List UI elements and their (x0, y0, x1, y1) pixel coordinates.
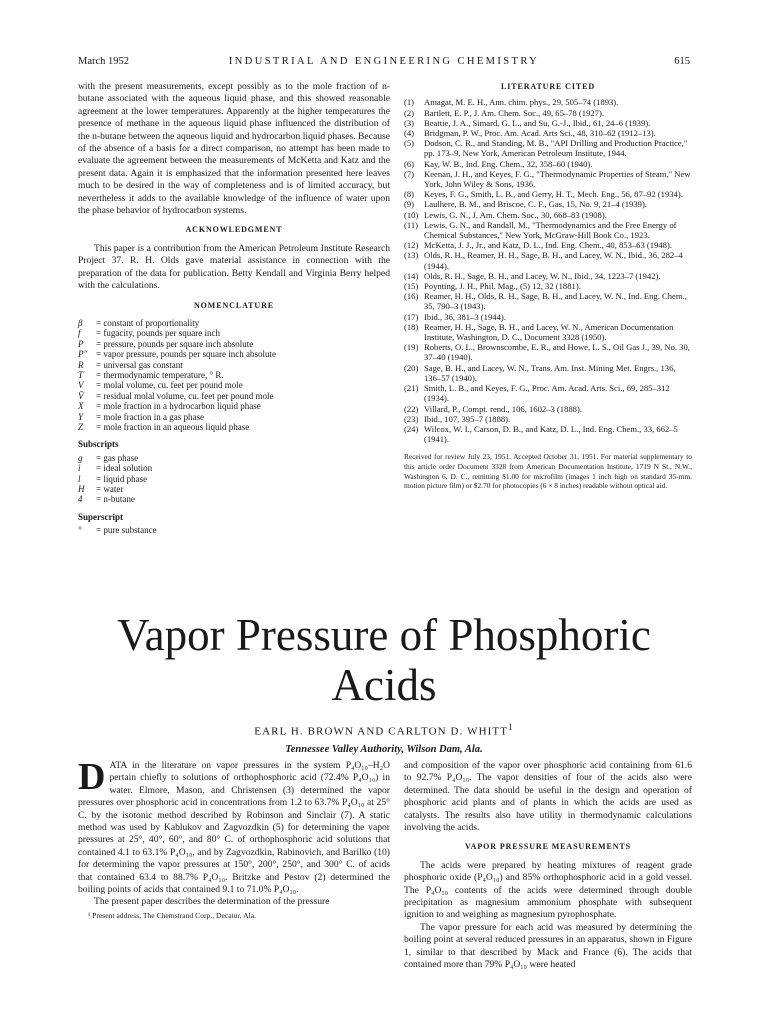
nomenclature-item-definition: = fugacity, pounds per square inch (96, 328, 220, 339)
reference-number: (12) (404, 240, 419, 251)
nomenclature-item (78, 370, 390, 380)
author-footnote: ¹ Present address, The Chemstrand Corp., Decatur, Ala. (88, 910, 257, 920)
nomenclature-item-definition: = mole fraction in an aqueous liquid phase (96, 421, 250, 432)
reference-item (404, 342, 692, 362)
subscript-item (78, 474, 390, 484)
reference-text: Ibid., 107, 395–7 (1888). (424, 413, 511, 424)
reference-text: McKetta, J. J., Jr., and Katz, D. L., Ind. Eng. Chem., 40, 853–63 (1948). (424, 240, 672, 251)
nomenclature-item (78, 391, 390, 401)
reference-item (404, 312, 692, 322)
vapor-pressure-heading: VAPOR PRESSURE MEASUREMENTS (465, 842, 631, 852)
subscript-item-symbol: H (78, 484, 85, 494)
opening-paragraph (78, 756, 390, 896)
author-footnote-mark: 1 (508, 722, 514, 732)
reference-text: Olds, R. H., Sage, B. H., and Lacey, W. N., Ibid., 34, 1223–7 (1942). (424, 270, 661, 281)
reference-number: (6) (404, 158, 415, 169)
author-names: EARL H. BROWN AND CARLTON D. WHITT (254, 725, 509, 738)
subscript-item-symbol: 4 (78, 494, 83, 505)
reference-text: Bridgman, P. W., Proc. Am. Acad. Arts Sci., 48, 310–62 (1912–13). (424, 128, 656, 139)
reference-text: Keyes, F. G., Smith, L. B., and Gerry, H. T., Mech. Eng., 56, 87–92 (1934). (424, 189, 683, 200)
acknowledgment-text: This paper is a contribution from the American Petroleum Institute Research Project 37. R. H. Olds gave material assistance in connection with the preparation of the data for publication. Betty Kendall and Virginia Berry helped with the calculations. (78, 242, 390, 292)
reference-item (404, 97, 692, 107)
nomenclature-item (78, 412, 390, 422)
reference-item (404, 128, 692, 138)
subscripts-list (78, 453, 390, 505)
nomenclature-item (78, 422, 390, 432)
reference-number: (3) (404, 117, 415, 128)
reference-text: Laulhere, B. M., and Briscoe, C. F., Gas, 15, No. 9, 21–4 (1939). (424, 199, 647, 210)
reference-number: (14) (404, 270, 419, 281)
superscript-item (78, 525, 390, 535)
reference-text: Villard, P., Compt. rend., 106, 1602–3 (1888). (424, 403, 582, 414)
subscripts-heading: Subscripts (78, 439, 119, 450)
drop-cap: D (78, 756, 106, 798)
continued-paragraph: with the present measurements, except possibly as to the mole fraction of n-butane associated with the aqueous liquid phase, and this showed reasonable agreement at the lower temperatures. Apparently at the higher temperatures the presence of methane in the aqueous liquid phase influenced the distribution of the n-butane between the aqueous liquid and hydrocarbon liquid phases. Because of the absence of a basis for a direct comparison, no attempt has been made to evaluate the agreement between the measurements of McKetta and Katz and the present data. Again it is emphasized that the information presented here leaves much to be desired in the way of completeness and is of limited accuracy, but nevertheless it adds to the available knowledge of the influence of water upon the phase behavior of hydrocarbon systems. (78, 81, 390, 217)
reference-number: (11) (404, 219, 418, 230)
reference-text: Kay, W. B., Ind. Eng. Chem., 32, 358–60 (1940). (424, 158, 593, 169)
article-header (78, 610, 690, 755)
reference-number: (21) (404, 383, 419, 394)
reference-text: Poynting, J. H., Phil. Mag., (5) 12, 32 (1881). (424, 281, 581, 292)
nomenclature-item-definition: = residual molal volume, cu. feet per pound mole (96, 390, 274, 401)
nomenclature-item-symbol: Z (78, 421, 84, 432)
reference-item (404, 159, 692, 169)
nomenclature-item-symbol: P'' (78, 349, 88, 360)
subscript-item-symbol: i (78, 463, 81, 474)
nomenclature-item-symbol: Y (78, 411, 84, 422)
author-affiliation: Tennessee Valley Authority, Wilson Dam, Ala. (285, 743, 483, 755)
reference-text: Lewis, G. N., J. Am. Chem. Soc., 30, 668–83 (1908). (424, 209, 607, 220)
nomenclature-item-symbol: X (78, 401, 84, 412)
superscript-list (78, 525, 390, 535)
nomenclature-heading: NOMENCLATURE (194, 300, 274, 310)
reference-text: Keenan, J. H., and Keyes, F. G., "Thermodynamic Properties of Steam," New York, John Wiley & Sons, 1936. (424, 168, 691, 190)
nomenclature-item-symbol: P (78, 338, 84, 349)
reference-number: (15) (404, 281, 419, 292)
right-paragraph-3: The vapor pressure for each acid was measured by determining the boiling point at several reduced pressures in an apparatus, shown in Figure 1, similar to that described by Mack and France (6). The acids that contained more than 79% P₄O₁₀ were heated (404, 921, 692, 971)
reference-item (404, 199, 692, 209)
opening-paragraph-text: ATA in the literature on vapor pressures in the system P₄O₁₀–H₂O pertain chiefly to solutions of orthophosphoric acid (72.4% P₄O₁₀) in water. Elmore, Mason, and Christensen (3) determined the vapor pressures over phosphoric acid in concentrations from 1.2 to 63.7% P₄O₁₀ at 25° C. by the isotonic method described by Robinson and Sinclair (7). A static method was used by Kablukov and Zagvozdkin (5) for determining the vapor pressures at 25°, 40°, 60°, and 80° C. of orthophosphoric acid solutions that contained 4.1 to 63.1% P₄O₁₀, and by Zagvozdkin, Rabinovich, and Barilko (10) for determining the vapor pressures at 150°, 200°, 250°, and 300° C. of acids that contained 63.4 to 88.7% P₄O₁₀. Britzke and Pestov (2) determined the boiling points of acids that contained 9.1 to 71.0% P₄O₁₀. (78, 760, 390, 896)
reference-item (404, 240, 692, 250)
reference-item (404, 118, 692, 128)
subscript-item-definition: = ideal solution (96, 463, 153, 474)
reference-text: Amagat, M. E. H., Ann. chim. phys., 29, 505–74 (1893). (424, 97, 619, 108)
article-title: Vapor Pressure of Phosphoric Acids (117, 610, 651, 710)
reference-item (404, 271, 692, 281)
subscript-item (78, 494, 390, 504)
reference-number: (7) (404, 168, 415, 179)
reference-text: Sage, B. H., and Lacey, W. N., Trans. Am. Inst. Mining Met. Engrs., 136, 136–57 (1940). (424, 362, 676, 383)
nomenclature-list (78, 318, 390, 432)
reference-item (404, 220, 692, 240)
reference-number: (23) (404, 413, 419, 424)
nomenclature-item-symbol: β (78, 317, 83, 328)
reference-list (404, 97, 692, 444)
nomenclature-item-definition: = pressure, pounds per square inch absolute (96, 338, 254, 349)
reference-item (404, 322, 692, 342)
reference-text: Ibid., 36, 381–3 (1944). (424, 311, 506, 322)
reference-number: (13) (404, 250, 419, 261)
reference-item (404, 424, 692, 444)
nomenclature-item-symbol: f (78, 328, 81, 339)
nomenclature-item (78, 339, 390, 349)
article-authors (78, 722, 690, 738)
superscript-item-definition: = pure substance (96, 525, 157, 536)
reference-item (404, 250, 692, 270)
right-paragraph-2: The acids were prepared by heating mixtures of reagent grade phosphoric oxide (P₄O₁₀) and 85% orthophosphoric acid in a gold vessel. The P₄O₁₀ contents of the acids were determined through double precipitation as magnesium ammonium phosphate with subsequent ignition to and weighing as magnesium pyrophosphate. (404, 859, 692, 921)
second-paragraph: The present paper describes the determination of the pressure (94, 896, 330, 908)
nomenclature-item-definition: = universal gas constant (96, 359, 183, 370)
reference-text: Dodson, C. R., and Standing, M. B., "API Drilling and Production Practice," pp. 173–9, New York, American Petroleum Institute, 1944. (424, 138, 688, 159)
nomenclature-item (78, 349, 390, 359)
nomenclature-item-definition: = mole fraction in a gas phase (96, 411, 205, 422)
nomenclature-item-symbol: T (78, 369, 84, 380)
issue-date: March 1952 (78, 56, 130, 67)
superscript-heading: Superscript (78, 511, 123, 522)
reference-number: (1) (404, 97, 415, 108)
reference-number: (5) (404, 138, 415, 149)
reference-number: (19) (404, 342, 419, 353)
right-paragraph-1: and composition of the vapor over phosphoric acid containing from 61.6 to 92.7% P₄O₁₀. The vapor densities of four of the acids also were determined. The data should be useful in the design and operation of phosphoric acid plants and of plants in which the acids are used as catalysts. The results also have utility in thermodynamic calculations involving the acids. (404, 760, 692, 834)
nomenclature-item-definition: = mole fraction in a hydrocarbon liquid phase (96, 401, 261, 412)
nomenclature-item (78, 328, 390, 338)
nomenclature-item (78, 380, 390, 390)
nomenclature-item-definition: = thermodynamic temperature, ° R. (96, 369, 224, 380)
nomenclature-item (78, 401, 390, 411)
reference-number: (16) (404, 291, 419, 302)
reference-item (404, 281, 692, 291)
nomenclature-item-symbol: R (78, 359, 84, 370)
journal-name: INDUSTRIAL AND ENGINEERING CHEMISTRY (228, 56, 540, 67)
reference-item (404, 414, 692, 424)
reference-item (404, 404, 692, 414)
subscript-item-definition: = water (96, 484, 124, 494)
reference-item (404, 138, 692, 158)
left-column (78, 81, 390, 536)
reference-item (404, 363, 692, 383)
running-head (78, 56, 690, 72)
subscript-item-definition: = gas phase (96, 452, 139, 463)
right-column (404, 81, 692, 491)
reference-text: Olds, R. H., Reamer, H. H., Sage, B. H., and Lacey, W. N., Ibid., 36, 282–4 (1944). (424, 250, 683, 271)
reference-number: (24) (404, 423, 419, 434)
nomenclature-item-symbol: V̄ (78, 390, 84, 401)
reference-number: (10) (404, 209, 419, 220)
reference-item (404, 189, 692, 199)
acknowledgment-heading: ACKNOWLEDGMENT (185, 225, 283, 235)
reference-item (404, 169, 692, 189)
received-note: Received for review July 23, 1951. Accepted October 31, 1951. For material supplementary to this article order Document 3328 from American Documentation Institute, 1719 N St., N.W., Washington 6, D. C., remitting $1.00 for microfilm (images 1 inch high on standard 35-mm. motion picture film) or $2.70 for photocopies (6 × 8 inches) readable without optical aid. (404, 452, 692, 491)
nomenclature-item-definition: = vapor pressure, pounds per square inch absolute (96, 349, 277, 360)
reference-text: Smith, L. B., and Keyes, F. G., Proc. Am. Acad. Arts. Sci., 69, 285–312 (1934). (424, 383, 670, 404)
subscript-item-definition: = liquid phase (96, 473, 148, 484)
reference-number: (17) (404, 311, 419, 322)
reference-item (404, 210, 692, 220)
reference-text: Bartlett, E. P., J. Am. Chem. Soc., 49, 65–78 (1927). (424, 107, 604, 118)
body-right-column (404, 760, 692, 972)
nomenclature-item-definition: = molal volume, cu. feet per pound mole (96, 380, 243, 391)
reference-text: Lewis, G. N., and Randall, M., "Thermodynamics and the Free Energy of Chemical Substances," New York, McGraw-Hill Book Co., 1923. (424, 219, 677, 241)
reference-text: Beattie, J. A., Simard, G. L., and Su, G.-J., Ibid., 61, 24–6 (1939). (424, 117, 651, 128)
reference-text: Roberts, O. L., Brownscombe, E. R., and Howe, L. S., Oil Gas J., 39, No. 30, 37–40 (1940). (424, 342, 690, 363)
subscript-item (78, 484, 390, 494)
reference-item (404, 291, 692, 311)
reference-number: (20) (404, 362, 419, 373)
nomenclature-item (78, 360, 390, 370)
nomenclature-item-symbol: V (78, 380, 84, 391)
superscript-item-symbol: ° (78, 525, 82, 536)
reference-text: Wilcox, W. I., Carson, D. B., and Katz, D. L., Ind. Eng. Chem., 33, 662–5 (1941). (424, 423, 678, 445)
reference-text: Reamer, H. H., Olds, R. H., Sage, B. H., and Lacey, W. N., Ind. Eng. Chem., 35, 790–3 (1943). (424, 291, 687, 312)
page-number: 615 (674, 56, 690, 67)
nomenclature-item-definition: = constant of proportionality (96, 317, 200, 328)
reference-number: (8) (404, 189, 415, 200)
reference-number: (2) (404, 107, 415, 118)
reference-item (404, 108, 692, 118)
nomenclature-item (78, 318, 390, 328)
subscript-item-symbol: l (78, 473, 81, 484)
reference-item (404, 383, 692, 403)
subscript-item-definition: = n-butane (96, 494, 135, 505)
subscript-item (78, 463, 390, 473)
literature-heading: LITERATURE CITED (500, 82, 596, 91)
subscript-item-symbol: g (78, 452, 83, 463)
reference-text: Reamer, H. H., Sage, B. H., and Lacey, W. N., American Documentation Institute, Washington, D. C., Document 3328 (1950). (424, 321, 674, 343)
body-left-column (78, 756, 390, 921)
reference-number: (9) (404, 199, 415, 210)
subscript-item (78, 453, 390, 463)
reference-number: (4) (404, 128, 415, 139)
reference-number: (18) (404, 321, 419, 332)
reference-number: (22) (404, 403, 419, 414)
